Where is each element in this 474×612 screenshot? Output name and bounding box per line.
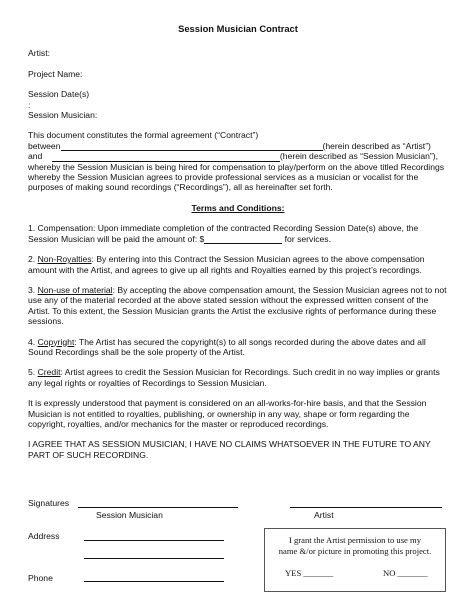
compensation-amount-blank[interactable]	[204, 234, 282, 244]
term-2-non-royalties	[28, 254, 448, 275]
artist-field-label: Artist:	[28, 48, 50, 59]
agreement-statement: I AGREE THAT AS SESSION MUSICIAN, I HAVE NO CLAIMS WHATSOEVER IN THE FUTURE TO ANY PART OF SUCH RECORDING.	[28, 439, 431, 460]
term-2-title: Non-Royalties	[37, 254, 92, 265]
term-4-body: : The Artist has secured the copyright(s) to all songs recorded during the above dates and all Sound Recordings shall be the sole property of the Artist.	[28, 336, 426, 357]
permission-box	[264, 528, 446, 592]
artist-caption: Artist	[314, 510, 334, 520]
artist-name-blank[interactable]	[61, 141, 323, 151]
term-3-non-use	[28, 285, 448, 327]
intro-line-1: This document constitutes the formal agreement (“Contract”)	[28, 130, 259, 141]
permission-line-1: I grant the Artist permission to use my	[289, 535, 421, 545]
address-line-2[interactable]	[84, 549, 224, 559]
terms-heading: Terms and Conditions:	[191, 202, 285, 213]
term-4-number: 4.	[28, 336, 38, 347]
session-musician-field-label: Session Musician:	[28, 110, 98, 121]
term-4-title: Copyright	[37, 336, 75, 347]
term-3-number: 3.	[28, 284, 38, 295]
term-5-title: Credit	[37, 367, 61, 378]
closing-paragraph: It is expressly understood that payment is considered on an all-works-for-hire basis, and that the Session Musician is not entitled to royalties, publishing, or ownership in any way, shape or form regarding the copyright, royalties, and/or mechanics for the master or reproduced recordings.	[28, 398, 427, 429]
term-1-tail: for services.	[284, 233, 331, 244]
intro-body: whereby the Session Musician is being hired for compensation to play/perform on the above titled Recordings whereby the Session Musician agrees to provide professional services as a musician or vocalist for the purposes of making sound recordings (“Recordings”), all as hereinafter set forth.	[28, 161, 445, 193]
intro-and-row	[28, 151, 448, 161]
session-dates-field-label: Session Date(s)	[28, 89, 90, 100]
permission-no[interactable]: NO _______	[383, 568, 428, 578]
artist-description: (herein described as “Artist”)	[322, 140, 431, 151]
phone-label: Phone	[28, 573, 53, 583]
artist-signature-line[interactable]	[290, 498, 442, 508]
phone-line[interactable]	[84, 572, 224, 582]
page-title: Session Musician Contract	[178, 23, 298, 34]
musician-description: (herein described as “Session Musician”),	[279, 151, 439, 162]
musician-signature-line[interactable]	[78, 498, 238, 508]
term-3-body: : By accepting the above compensation amount, the Session Musician agrees not to not use any of the material recorded at the above stated session without the expressed written consent of the Artist. To this extent, the Session Musician grants the Artist the exclusive rights of performance during these sessions.	[28, 284, 447, 327]
permission-yes[interactable]: YES _______	[285, 568, 334, 578]
term-4-copyright	[28, 337, 448, 358]
musician-name-blank[interactable]	[52, 152, 280, 162]
term-5-credit	[28, 367, 448, 388]
session-musician-caption: Session Musician	[96, 510, 163, 520]
term-5-number: 5.	[28, 367, 38, 378]
address-label: Address	[28, 531, 60, 541]
intro-between-row	[28, 141, 448, 151]
and-word: and	[28, 151, 43, 162]
term-3-title: Non-use of material	[37, 284, 113, 295]
permission-line-2: name &/or picture in promoting this project.	[278, 545, 432, 556]
term-1-text: 1. Compensation: Upon immediate completion of the contracted Recording Session Date(s) above, the Session Musician will be paid the amount of: $	[28, 223, 419, 244]
signatures-label: Signatures	[28, 498, 70, 508]
project-name-field-label: Project Name:	[28, 68, 83, 79]
term-2-body: : By entering into this Contract the Session Musician agrees to the above compensation amount with the Artist, and agrees to give up all rights and Royalties earned by this project’s recordings.	[28, 254, 425, 275]
address-line-1[interactable]	[84, 531, 224, 541]
between-word: between	[28, 140, 61, 151]
contract-document	[28, 24, 448, 460]
term-2-number: 2.	[28, 254, 38, 265]
session-dates-colon: :	[28, 99, 31, 110]
term-5-body: : Artist agrees to credit the Session Musician for Recordings. Such credit in no way implies or grants any legal rights or royalties of Recordings to Session Musician.	[28, 367, 440, 388]
term-1-compensation	[28, 223, 448, 244]
